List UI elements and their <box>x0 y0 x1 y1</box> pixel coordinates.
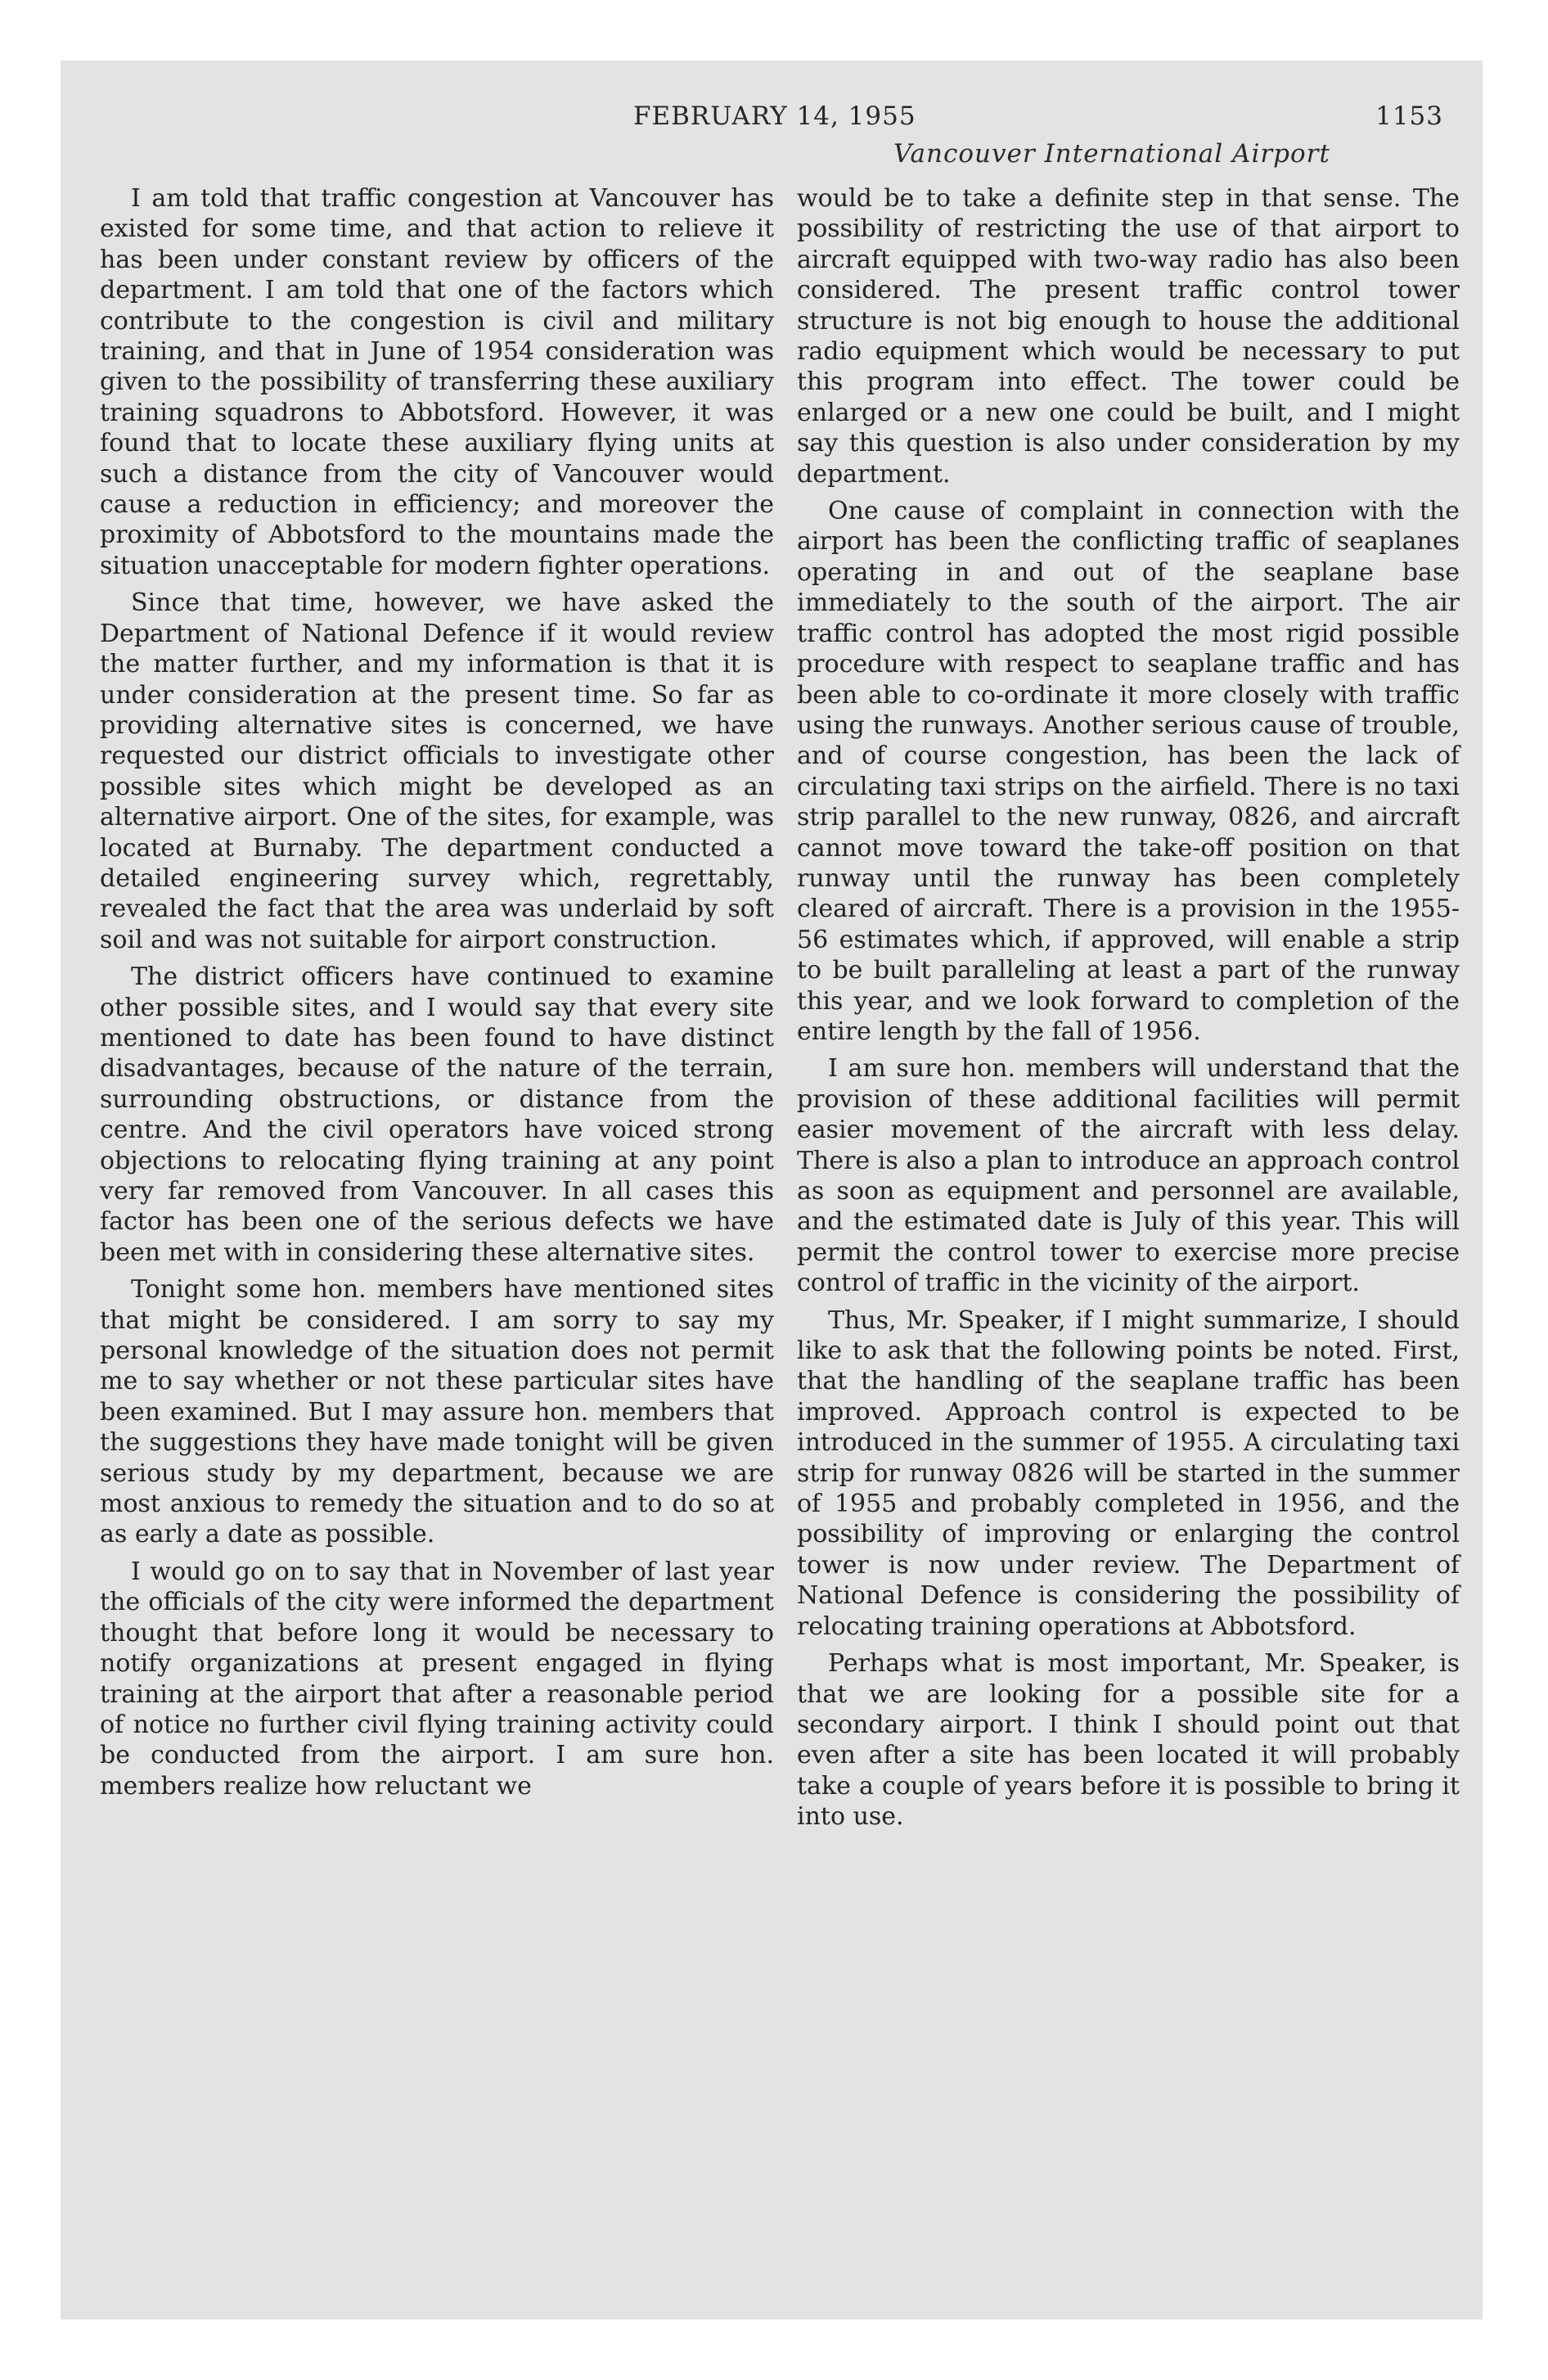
paragraph: Thus, Mr. Speaker, if I might summarize, I should like to ask that the following points be noted. First, that the handling of the seaplane traffic has been improved. Approach control is expected to be introduced in the summer of 1955. A circulating taxi strip for runway 0826 will be started in the summer of 1955 and probably completed in 1956, and the possibility of improving or enlarging the control tower is now under review. The Department of National Defence is considering the possibility of relocating training operations at Abbotsford. <box>797 1305 1460 1641</box>
paragraph: Perhaps what is most important, Mr. Speaker, is that we are looking for a possible site for a secondary airport. I think I should point out that even after a site has been located it will probably take a couple of years before it is possible to bring it into use. <box>797 1649 1460 1832</box>
paragraph: I am sure hon. members will understand that the provision of these additional facilities will permit easier movement of the aircraft with less delay. There is also a plan to introduce an approach control as soon as equipment and personnel are available, and the estimated date is July of this year. This will permit the control tower to exercise more precise control of traffic in the vicinity of the airport. <box>797 1054 1460 1298</box>
paragraph: would be to take a definite step in that sense. The possibility of restricting the use of that airport to aircraft equipped with two-way radio has also been considered. The present traffic control tower structure is not big enough to house the additional radio equipment which would be necessary to put this program into effect. The tower could be enlarged or a new one could be built, and I might say this question is also under consideration by my department. <box>797 184 1460 489</box>
section-subheading: Vancouver International Airport <box>893 139 1330 169</box>
page-number: 1153 <box>1375 101 1443 131</box>
paragraph: One cause of complaint in connection with the airport has been the conflicting traffic of seaplanes operating in and out of the seaplane base immediately to the south of the airport. The air traffic control has adopted the most rigid possible procedure with respect to seaplane traffic and has been able to co-ordinate it more closely with traffic using the runways. Another serious cause of trouble, and of course congestion, has been the lack of circulating taxi strips on the airfield. There is no taxi strip parallel to the new runway, 0826, and aircraft cannot move toward the take-off position on that runway until the runway has been completely cleared of aircraft. There is a provision in the 1955-56 estimates which, if approved, will enable a strip to be built paralleling at least a part of the runway this year, and we look forward to completion of the entire length by the fall of 1956. <box>797 497 1460 1046</box>
left-column <box>100 183 774 1808</box>
paragraph: I am told that traffic congestion at Vancouver has existed for some time, and that action to relieve it has been under constant review by officers of the department. I am told that one of the factors which contribute to the congestion is civil and military training, and that in June of 1954 consideration was given to the possibility of transferring these auxiliary training squadrons to Abbotsford. However, it was found that to locate these auxiliary flying units at such a distance from the city of Vancouver would cause a reduction in efficiency; and moreover the proximity of Abbotsford to the mountains made the situation unacceptable for modern fighter operations. <box>100 184 774 580</box>
paragraph: I would go on to say that in November of last year the officials of the city were informed the department thought that before long it would be necessary to notify organizations at present engaged in flying training at the airport that after a reasonable period of notice no further civil flying training activity could be conducted from the airport. I am sure hon. members realize how reluctant we <box>100 1557 774 1801</box>
paragraph: The district officers have continued to examine other possible sites, and I would say that every site mentioned to date has been found to have distinct disadvantages, because of the nature of the terrain, surrounding obstructions, or distance from the centre. And the civil operators have voiced strong objections to relocating flying training at any point very far removed from Vancouver. In all cases this factor has been one of the serious defects we have been met with in considering these alternative sites. <box>100 962 774 1267</box>
paragraph: Tonight some hon. members have mentioned sites that might be considered. I am sorry to say my personal knowledge of the situation does not permit me to say whether or not these particular sites have been examined. But I may assure hon. members that the suggestions they have made tonight will be given serious study by my department, because we are most anxious to remedy the situation and to do so at as early a date as possible. <box>100 1275 774 1549</box>
right-column <box>797 183 1460 1839</box>
paragraph: Since that time, however, we have asked the Department of National Defence if it would review the matter further, and my information is that it is under consideration at the present time. So far as providing alternative sites is concerned, we have requested our district officials to investigate other possible sites which might be developed as an alternative airport. One of the sites, for example, was located at Burnaby. The department conducted a detailed engineering survey which, regrettably, revealed the fact that the area was underlaid by soft soil and was not suitable for airport construction. <box>100 588 774 954</box>
document-page <box>61 61 1483 2319</box>
header-date: FEBRUARY 14, 1955 <box>633 101 916 131</box>
